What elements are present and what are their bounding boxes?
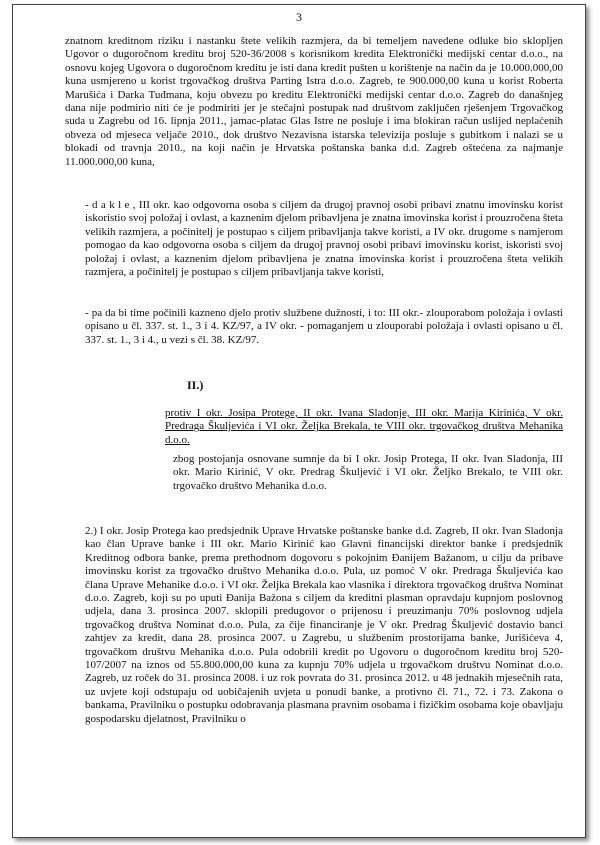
paragraph-suspicion: zbog postojanja osnovane sumnje da bi I okr. Josip Protega, II okr. Ivan Sladonja, III okr. Mario Kirinić, V okr. Predrag Škuljević i VI okr. Željko Brekalo, te VIII okr. trgovačko društvo Mehanika d.o.o. bbox=[173, 453, 563, 492]
paragraph-count-2: 2.) I okr. Josip Protega kao predsjednik Uprave Hrvatske poštanske banke d.d. Zagreb, II okr. Ivan Sladonja kao član Uprave banke i III okr. Mario Kirinić kao Glavni financijski direktor banke i predsjednik Kreditnog odbora banke, prema prethodnom dogovoru s pokojnim Đanijem Bažanom, u cilju da pribave imovinsku korist za trgovačko društvo Mehanika d.o.o. Pula, uz pomoć V okr. Predraga Škuljevića kao člana Uprave Mehanike d.o.o. i VI okr. Željka Brekala kao vlasnika i direktora trgovačkog društva Nominat d.o.o. Zagreb, koji su po uputi Đanija Bažona s ciljem da kreditni plasman opravdaju kupnjom poslovnog udjela, dana 3. prosinca 2007. sklopili predugovor o prijenosu i preuzimanju 70% poslovnog udjela trgovačkog društva Nominat d.o.o. Pula, za čije financiranje je V okr. Predrag Škuljević dostavio banci zahtjev za kredit, dana 28. prosinca 2007. u Zagrebu, u službenim prostorijama banke, Jurišićeva 4, trgovačkom društvu Mehanika d.o.o. Pula odobrili kredit po Ugovoru o dugoročnom kreditu broj 520-107/2007 na iznos od 55.800.000,00 kuna za kupnju 70% udjela u trgovačkom društvu Nominat d.o.o. Zagreb, uz roček do 31. prosinca 2008. i uz rok povrata do 31. prosinca 2012. u 48 jednakih mjesečnih rata, uz uvjete koji odstupaju od uobičajenih uvjeta u ponudi banke, a protivno čl. 71., 72. i 73. Zakona o bankama, Pravilniku o postupku odobravanja plasmana pravnim osobama i fizičkim osobama koje obavljaju gospodarsku djelatnost, Pravilniku o bbox=[85, 525, 563, 725]
paragraph-dakle: - d a k l e , III okr. kao odgovorna osoba s ciljem da drugoj pravnoj osobi pribavi znatnu imovinsku korist iskoristio svoj položaj i ovlast, a kaznenim djelom pribavljena je znatna imovinska korist i prouzročena šteta velikih razmjera, a počinitelj je postupao s ciljem pribavljanja takve koristi, a IV okr. drugome s namjerom pomogao da kao odgovorna osoba s ciljem da drugoj pravnoj osobi pribavi imovinsku korist, iskoristi svoj položaj i ovlast, a kaznenim djelom pribavljena je znatna imovinska korist i prouzročena šteta velikih razmjera, a počinitelj je postupao s ciljem pribavljanja takve koristi, bbox=[85, 199, 563, 279]
page-number: 3 bbox=[296, 10, 302, 24]
paragraph-criminal-act: - pa da bi time počinili kazneno djelo protiv službene dužnosti, i to: III okr.- zlouporabom položaja i ovlasti opisano u čl. 337. st. 1., 3 i 4. KZ/97, a IV okr. - pomaganjem u zlouporabi položaja i ovlasti opisano u čl. 337. st. 1., 3 i 4., u vezi s čl. 38. KZ/97. bbox=[85, 307, 563, 346]
document-page bbox=[12, 4, 586, 838]
paragraph-damage-description: znatnom kreditnom riziku i nastanku štete velikih razmjera, da bi temeljem navedene odluke bio sklopljen Ugovor o dugoročnom kreditu broj 520-36/2008 s korisnikom kredita Elektronički medijski centar d.o.o., na osnovu kojeg Ugovora o dugoročnom kreditu je isti dana kredit pušten u korištenje na način da je 10.000.000,00 kuna usmjereno u korist trgovačkog društva Parting Istra d.o.o. Zagreb, te 900.000,00 kuna u korist Roberta Marušića i Darka Tuđmana, koju obvezu po kreditu Elektronički medijski centar d.o.o. Zagreb do današnjeg dana nije podmirio niti će je podmiriti jer je stečajni postupak nad društvom zaključen rješenjem Trgovačkog suda u Zagrebu od 16. lipnja 2011., jamac-platac Glas Istre ne posluje i ima blokiran račun uslijed neplaćenih obveza od mjeseca veljače 2010., dok društvo Nezavisna istarska televizija posluje s gubitkom i nalazi se u blokadi od travnja 2010., na koji način je Hrvatska poštanska banka d.d. Zagreb oštećena za najmanje 11.000.000,00 kuna, bbox=[65, 35, 563, 168]
paragraph-defendants: protiv I okr. Josipa Protege, II okr. Ivana Sladonje, III okr. Marija Kirinića, V okr. Predraga Škuljevića i VI okr. Željka Brekala, te VIII okr. trgovačkog društva Mehanika d.o.o. bbox=[165, 407, 563, 446]
section-heading-ii: II.) bbox=[187, 378, 204, 392]
